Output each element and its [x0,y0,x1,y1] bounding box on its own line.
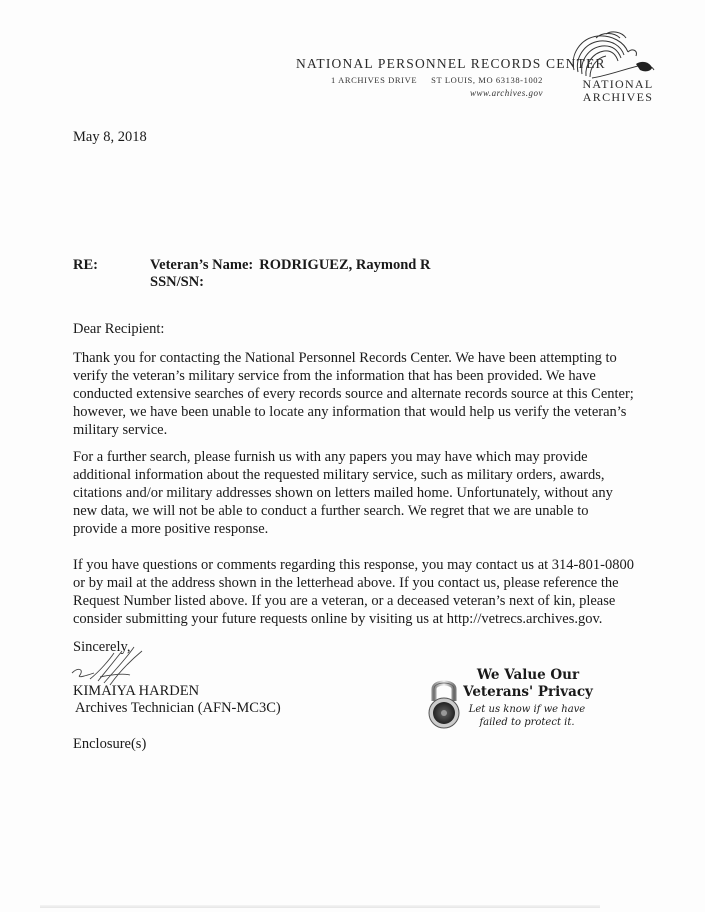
paragraph-search-result: Thank you for contacting the National Personnel Records Center. We have been attempting to verify the veteran’s military service from the information that has been provided. We have conducted extensive searches of every records source and alternate records source at this Center; however, we have been unable to locate any information that would help us verify the veteran’s military service. [73,350,634,438]
signer-title: Archives Technician (AFN-MC3C) [75,700,281,716]
signer-name: KIMAIYA HARDEN [73,683,200,699]
re-label: RE: [73,257,98,273]
privacy-heading: We Value Our Veterans' Privacy [463,667,593,700]
re-block [150,257,430,291]
address-city: ST LOUIS, MO 63138-1002 [431,75,543,85]
veteran-name-label: Veteran’s Name: [150,257,254,273]
paragraph-contact-info: If you have questions or comments regarding this response, you may contact us at 314-801-0800 or by mail at the address shown in the letterhead above. If you contact us, please reference the Request Number listed above. If you are a veteran, or a deceased veteran’s next of kin, please consider submitting your future requests online by visiting us at http://vetrecs.archives.gov. [73,557,634,627]
letterhead-website: www.archives.gov [470,88,543,98]
padlock-icon [426,677,462,729]
closing: Sincerely, [73,639,131,655]
enclosure-note: Enclosure(s) [73,736,147,752]
signer-block [73,683,281,717]
national-archives-logo-text: NATIONAL ARCHIVES [582,77,654,104]
paragraph-further-search: For a further search, please furnish us with any papers you may have which may provide additional information about the requested military service, such as military orders, awards, citations and/or military addresses shown on letters mailed home. Unfortunately, without any new data, we will not be able to conduct a further search. We regret that we are unable to provide a more positive response. [73,449,613,537]
salutation: Dear Recipient: [73,321,165,337]
veteran-name-value: RODRIGUEZ, Raymond R [259,257,431,273]
address-street: 1 ARCHIVES DRIVE [331,75,418,85]
letterhead-title: NATIONAL PERSONNEL RECORDS CENTER [296,56,606,71]
ssn-label: SSN/SN: [150,274,204,290]
page-bottom-edge [40,905,600,908]
privacy-subtext: Let us know if we have failed to protect it. [468,704,586,728]
letter-date: May 8, 2018 [73,129,147,145]
letterhead-address [331,75,543,85]
